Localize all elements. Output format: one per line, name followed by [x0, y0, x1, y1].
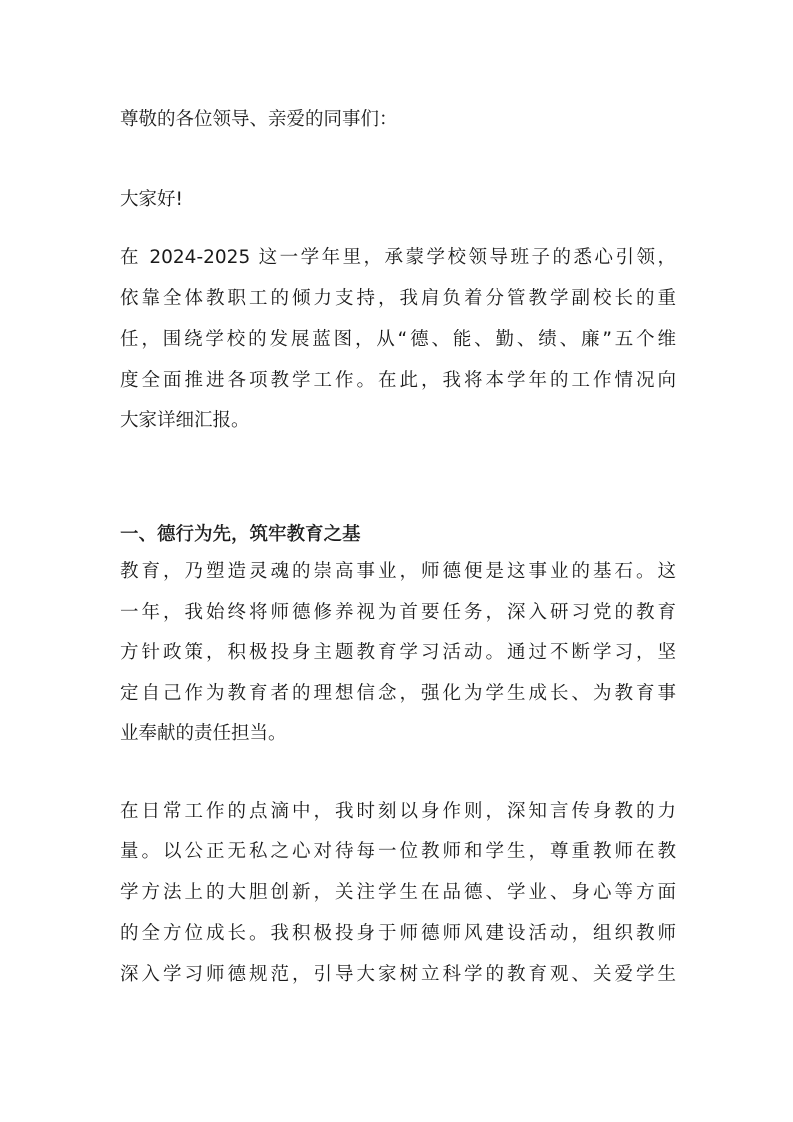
- paragraph-line: 在 2024-2025 这一学年里，承蒙学校领导班子的悉心引领，: [120, 247, 676, 268]
- paragraph-line: 教育，乃塑造灵魂的崇高事业，师德便是这事业的基石。这: [120, 561, 676, 582]
- paragraph-line: 定自己作为教育者的理想信念，强化为学生成长、为教育事: [120, 683, 676, 704]
- paragraph-line: 方针政策，积极投身主题教育学习活动。通过不断学习，坚: [120, 642, 676, 663]
- paragraph-line: 的全方位成长。我积极投身于师德师风建设活动，组织教师: [120, 923, 676, 944]
- paragraph-line: 一年，我始终将师德修养视为首要任务，深入研习党的教育: [120, 602, 676, 623]
- paragraph-line: 任，围绕学校的发展蓝图，从“德、能、勤、绩、廉”五个维: [120, 329, 676, 350]
- paragraph-line: 量。以公正无私之心对待每一位教师和学生，尊重教师在教: [120, 841, 676, 862]
- section-heading: 一、德行为先，筑牢教育之基: [120, 524, 361, 545]
- paragraph-line: 学方法上的大胆创新，关注学生在品德、学业、身心等方面: [120, 882, 676, 903]
- paragraph-line: 依靠全体教职工的倾力支持，我肩负着分管教学副校长的重: [120, 288, 676, 309]
- paragraph-line: 业奉献的责任担当。: [120, 723, 287, 744]
- paragraph-line: 度全面推进各项教学工作。在此，我将本学年的工作情况向: [120, 370, 676, 391]
- paragraph-line: 在日常工作的点滴中，我时刻以身作则，深知言传身教的力: [120, 801, 676, 822]
- salutation: 尊敬的各位领导、亲爱的同事们：: [120, 109, 398, 130]
- paragraph-line: 深入学习师德规范，引导大家树立科学的教育观、关爱学生: [120, 964, 676, 985]
- greeting: 大家好!: [120, 189, 183, 210]
- paragraph-line: 大家详细汇报。: [120, 410, 250, 431]
